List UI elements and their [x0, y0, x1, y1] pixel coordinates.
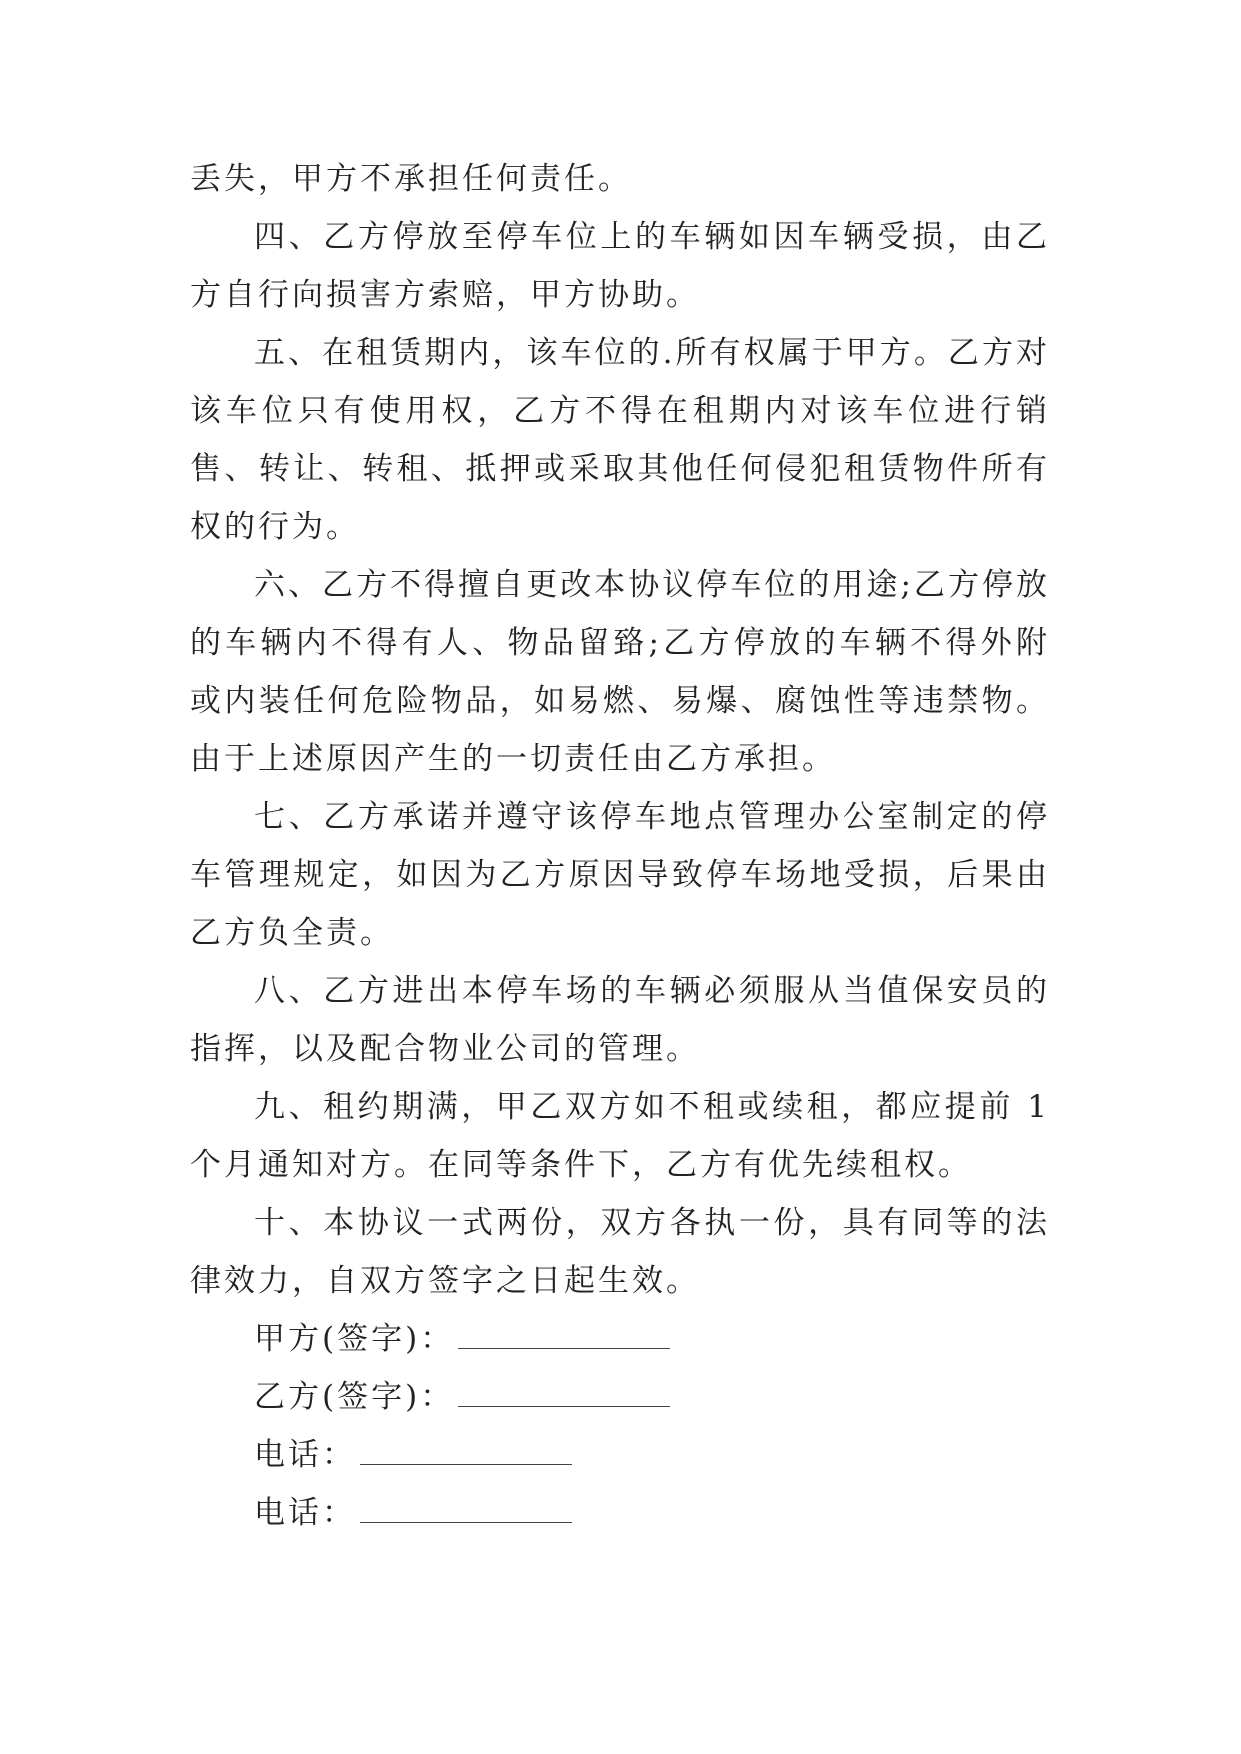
party-a-signature-label: 甲方(签字)：: [254, 1321, 455, 1357]
phone-1-line: [190, 1426, 1050, 1484]
party-a-signature-line: [190, 1310, 1050, 1368]
phone-1-label: 电话：: [254, 1437, 356, 1473]
paragraph-continued: 丢失，甲方不承担任何责任。: [190, 161, 632, 197]
party-b-signature-line: [190, 1368, 1050, 1426]
paragraph-clause-10: 十、本协议一式两份，双方各执一份，具有同等的法律效力，自双方签字之日起生效。: [190, 1205, 1050, 1299]
paragraph-clause-7: 七、乙方承诺并遵守该停车地点管理办公室制定的停车管理规定，如因为乙方原因导致停车场地受损，后果由乙方负全责。: [190, 799, 1050, 951]
party-b-signature-blank[interactable]: [458, 1386, 670, 1407]
phone-1-blank[interactable]: [360, 1444, 572, 1465]
paragraph-clause-5: 五、在租赁期内，该车位的.所有权属于甲方。乙方对该车位只有使用权，乙方不得在租期内对该车位进行销售、转让、转租、抵押或采取其他任何侵犯租赁物件所有权的行为。: [190, 335, 1050, 545]
party-a-signature-blank[interactable]: [458, 1328, 670, 1349]
paragraph-clause-4: 四、乙方停放至停车位上的车辆如因车辆受损，由乙方自行向损害方索赔，甲方协助。: [190, 219, 1050, 313]
paragraph-clause-9: 九、租约期满，甲乙双方如不租或续租，都应提前 1 个月通知对方。在同等条件下，乙方有优先续租权。: [190, 1089, 1063, 1183]
paragraph-clause-6: 六、乙方不得擅自更改本协议停车位的用途;乙方停放的车辆内不得有人、物品留臵;乙方停放的车辆不得外附或内装任何危险物品，如易燃、易爆、腐蚀性等违禁物。由于上述原因产生的一切责任由乙方承担。: [190, 567, 1050, 777]
party-b-signature-label: 乙方(签字)：: [254, 1379, 455, 1415]
phone-2-blank[interactable]: [360, 1502, 572, 1523]
paragraph-clause-8: 八、乙方进出本停车场的车辆必须服从当值保安员的指挥，以及配合物业公司的管理。: [190, 973, 1050, 1067]
phone-2-label: 电话：: [254, 1495, 356, 1531]
document-body: [190, 150, 1063, 1542]
phone-2-line: [190, 1484, 1050, 1542]
